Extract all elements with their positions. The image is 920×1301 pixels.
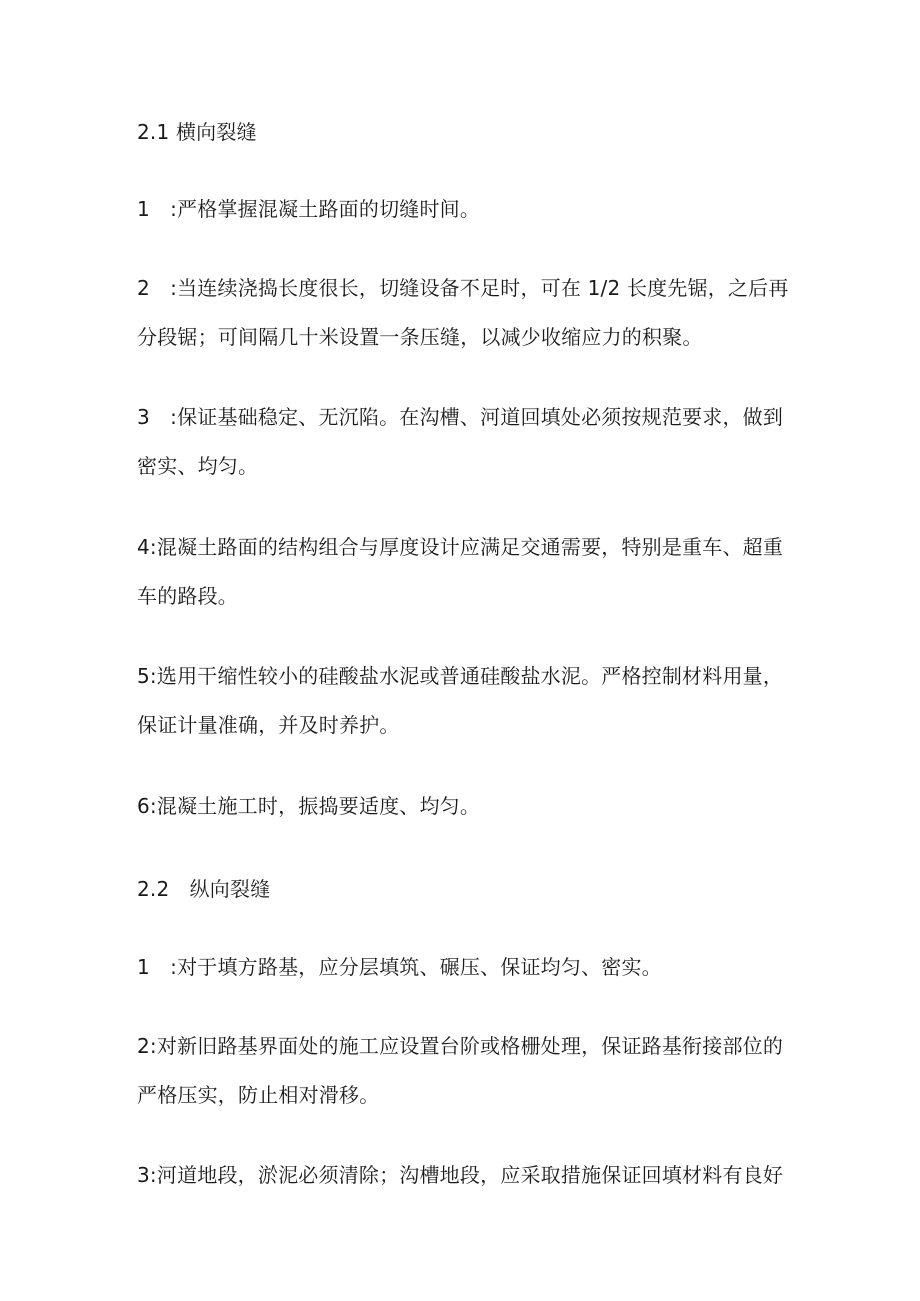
paragraph-2-1-item-1-line-1: 1 :严格掌握混凝土路面的切缝时间。 xyxy=(137,197,481,221)
paragraph-2-1-item-5-line-2: 保证计量准确，并及时养护。 xyxy=(137,713,400,737)
paragraph-2-2-item-1-line-1: 1 :对于填方路基，应分层填筑、碾压、保证均匀、密实。 xyxy=(137,955,662,979)
paragraph-2-1-item-3-line-2: 密实、均匀。 xyxy=(137,454,259,478)
paragraph-2-2-item-2-line-2: 严格压实，防止相对滑移。 xyxy=(137,1083,380,1107)
paragraph-2-1-item-6-line-1: 6:混凝土施工时，振捣要适度、均匀。 xyxy=(137,794,481,818)
paragraph-2-1-item-2-line-2: 分段锯；可间隔几十米设置一条压缝，以减少收缩应力的积聚。 xyxy=(137,325,703,349)
paragraph-2-1-item-5-line-1: 5:选用干缩性较小的硅酸盐水泥或普通硅酸盐水泥。严格控制材料用量， xyxy=(137,664,784,688)
section-heading-2-2: 2.2 纵向裂缝 xyxy=(137,877,271,901)
paragraph-2-2-item-3-line-1: 3:河道地段，淤泥必须清除；沟槽地段，应采取措施保证回填材料有良好 xyxy=(137,1163,784,1187)
paragraph-2-1-item-4-line-2: 车的路段。 xyxy=(137,584,238,608)
paragraph-2-1-item-2-line-1: 2 :当连续浇捣长度很长，切缝设备不足时，可在 1/2 长度先锯，之后再 xyxy=(137,276,789,300)
paragraph-2-1-item-3-line-1: 3 :保证基础稳定、无沉陷。在沟槽、河道回填处必须按规范要求，做到 xyxy=(137,405,784,429)
section-heading-2-1: 2.1 横向裂缝 xyxy=(137,120,257,144)
paragraph-2-2-item-2-line-1: 2:对新旧路基界面处的施工应设置台阶或格栅处理，保证路基衔接部位的 xyxy=(137,1034,784,1058)
paragraph-2-1-item-4-line-1: 4:混凝土路面的结构组合与厚度设计应满足交通需要，特别是重车、超重 xyxy=(137,535,784,559)
